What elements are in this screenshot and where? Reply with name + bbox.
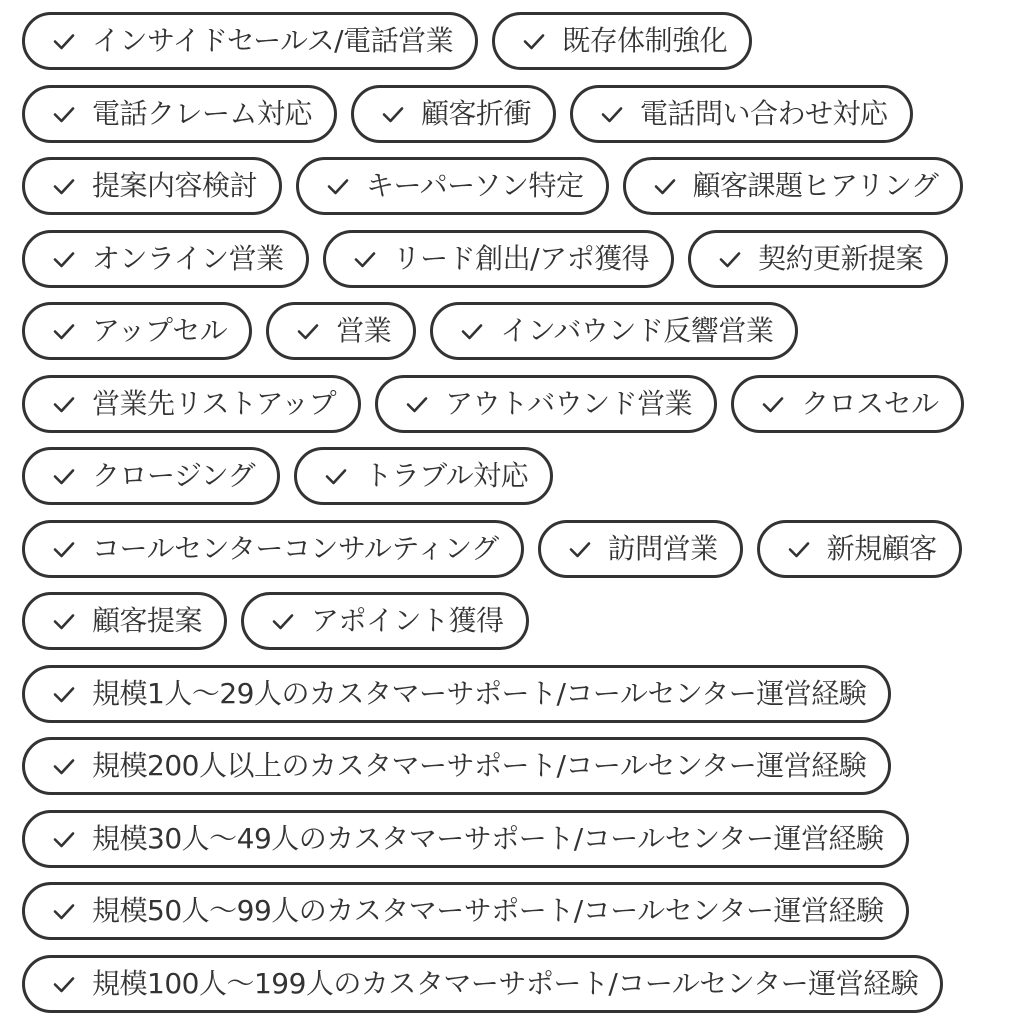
tag-row: [22, 737, 1011, 795]
skill-tag-chip[interactable]: [351, 85, 556, 143]
check-icon: [52, 319, 76, 343]
tag-row: [22, 665, 1011, 723]
tag-row: [22, 447, 1011, 505]
skill-tag-label: アポイント獲得: [311, 604, 504, 637]
tag-row: [22, 230, 1011, 288]
skill-tag-chip[interactable]: [294, 447, 553, 505]
skill-tag-chip[interactable]: [22, 85, 337, 143]
skill-tag-label: インバウンド反響営業: [500, 314, 774, 347]
skill-tag-chip[interactable]: [22, 955, 943, 1013]
skill-tag-chip[interactable]: [22, 157, 282, 215]
tag-row: [22, 520, 1011, 578]
skill-tag-chip[interactable]: [22, 447, 280, 505]
check-icon: [405, 392, 429, 416]
check-icon: [787, 537, 811, 561]
tag-row: [22, 302, 1011, 360]
check-icon: [353, 247, 377, 271]
skill-tag-label: 訪問営業: [607, 531, 718, 565]
skill-tag-label: 規模50人〜99人のカスタマーサポート/コールセンター運営経験: [92, 894, 884, 927]
tag-row: [22, 12, 1011, 70]
skill-tag-label: 既存体制強化: [562, 24, 728, 57]
skill-tag-chip[interactable]: [22, 665, 891, 723]
skill-tag-label: 電話クレーム対応: [92, 96, 313, 130]
check-icon: [52, 102, 76, 126]
skill-tag-chip[interactable]: [538, 520, 743, 578]
check-icon: [52, 899, 76, 923]
check-icon: [522, 29, 546, 53]
check-icon: [52, 174, 76, 198]
skill-tag-chip[interactable]: [323, 230, 674, 288]
check-icon: [600, 102, 624, 126]
skill-tag-chip[interactable]: [375, 375, 717, 433]
tag-row: [22, 592, 1011, 650]
tag-row: [22, 882, 1011, 940]
skill-tag-label: 契約更新提案: [758, 241, 924, 275]
skill-tag-chip[interactable]: [22, 882, 909, 940]
skill-tag-label: キーパーソン特定: [366, 169, 584, 202]
skill-tag-label: クロージング: [92, 459, 256, 492]
check-icon: [460, 319, 484, 343]
skill-tag-chip[interactable]: [688, 230, 948, 288]
check-icon: [52, 464, 76, 488]
skill-tag-chip[interactable]: [296, 157, 608, 215]
check-icon: [718, 247, 742, 271]
skill-tag-label: 電話問い合わせ対応: [640, 96, 888, 130]
skill-tag-label: 顧客課題ヒアリング: [692, 169, 939, 202]
skill-tag-chip[interactable]: [22, 12, 478, 70]
skill-tag-label: クロスセル: [801, 386, 939, 420]
skill-tag-label: アウトバウンド営業: [445, 386, 693, 420]
skill-tag-chip[interactable]: [22, 737, 891, 795]
skill-tag-chip[interactable]: [623, 157, 964, 215]
skill-tag-chip[interactable]: [22, 375, 361, 433]
skill-tag-chip[interactable]: [731, 375, 964, 433]
skill-tag-chip[interactable]: [570, 85, 913, 143]
check-icon: [326, 174, 350, 198]
check-icon: [52, 827, 76, 851]
skill-tag-chip[interactable]: [22, 810, 909, 868]
skill-tag-label: 規模200人以上のカスタマーサポート/コールセンター運営経験: [92, 749, 867, 782]
skill-tag-label: 顧客折衝: [421, 96, 532, 130]
skill-tag-chip[interactable]: [757, 520, 962, 578]
skill-tag-chip[interactable]: [22, 230, 309, 288]
skill-tag-label: アップセル: [92, 314, 228, 347]
skill-tag-label: 規模30人〜49人のカスタマーサポート/コールセンター運営経験: [92, 821, 884, 855]
check-icon: [52, 29, 76, 53]
check-icon: [271, 609, 295, 633]
check-icon: [761, 392, 785, 416]
check-icon: [653, 174, 677, 198]
skill-tag-label: オンライン営業: [92, 241, 284, 275]
skill-tag-label: トラブル対応: [364, 459, 529, 492]
tag-row: [22, 810, 1011, 868]
skill-tag-label: 提案内容検討: [92, 169, 258, 202]
skill-tag-label: 新規顧客: [826, 531, 937, 565]
check-icon: [52, 754, 76, 778]
check-icon: [52, 537, 76, 561]
skill-tag-label: 規模100人〜199人のカスタマーサポート/コールセンター運営経験: [92, 966, 919, 1000]
skill-tag-label: 営業: [336, 314, 392, 347]
skill-tag-chip[interactable]: [430, 302, 798, 360]
skill-tag-label: 営業先リストアップ: [92, 386, 337, 420]
skill-tag-chip[interactable]: [492, 12, 752, 70]
check-icon: [568, 537, 592, 561]
tag-row: [22, 955, 1011, 1013]
check-icon: [52, 247, 76, 271]
check-icon: [52, 972, 76, 996]
skill-tag-label: コールセンターコンサルティング: [92, 531, 499, 565]
skill-tag-chip[interactable]: [22, 520, 524, 578]
check-icon: [52, 392, 76, 416]
tag-row: [22, 375, 1011, 433]
skill-tag-label: リード創出/アポ獲得: [392, 241, 650, 275]
skill-tag-chip[interactable]: [22, 592, 227, 650]
skill-tag-label: インサイドセールス/電話営業: [92, 24, 454, 57]
skill-tag-chip[interactable]: [22, 302, 252, 360]
check-icon: [52, 682, 76, 706]
check-icon: [381, 102, 405, 126]
skill-tag-chip[interactable]: [241, 592, 529, 650]
tag-row: [22, 157, 1011, 215]
check-icon: [296, 319, 320, 343]
skill-tag-label: 顧客提案: [92, 604, 203, 637]
skill-tag-label: 規模1人〜29人のカスタマーサポート/コールセンター運営経験: [92, 676, 867, 710]
check-icon: [52, 609, 76, 633]
tag-row: [22, 85, 1011, 143]
skill-tag-chip[interactable]: [266, 302, 416, 360]
check-icon: [324, 464, 348, 488]
